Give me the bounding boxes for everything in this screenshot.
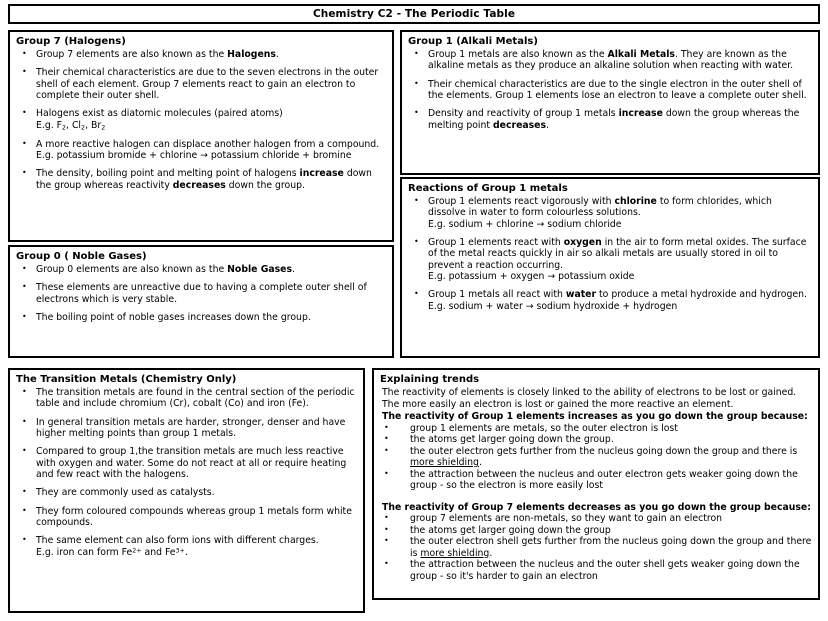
page-title: Chemistry C2 - The Periodic Table	[312, 8, 516, 20]
example-line: E.g. potassium + oxygen → potassium oxide	[428, 270, 635, 282]
transition-metals-bullet-list	[10, 387, 363, 558]
list-item: • Group 1 elements react vigorously with chlorine to form chlorides, which dissolve in water to form colourless solutions. E.g. sodium + chlorine → sodium chloride	[402, 196, 812, 230]
list-item: • the atoms get larger going down the group	[374, 525, 812, 537]
list-item: • Group 1 elements react with oxygen in the air to form metal oxides. The surface of the metal reacts quickly in air so alkali metals are usually stored in oil to prevent a reaction occurring. E.g. potassium + oxygen → potassium oxide	[402, 237, 812, 282]
group-1-trend-points	[374, 423, 818, 492]
group-1-trend-heading: The reactivity of Group 1 elements increases as you go down the group because:	[382, 411, 808, 423]
reactions-group-1-metals-box	[400, 177, 820, 358]
transition-metals-heading: The Transition Metals (Chemistry Only)	[16, 374, 237, 385]
list-item: • The density, boiling point and melting point of halogens increase down the group whereas reactivity decreases down the group.	[10, 168, 386, 191]
explaining-intro-line-1: The reactivity of elements is closely linked to the ability of electrons to be lost or gained.	[382, 387, 797, 398]
list-item: • These elements are unreactive due to having a complete outer shell of electrons which is very stable.	[10, 282, 386, 305]
list-item: • A more reactive halogen can displace another halogen from a compound. E.g. potassium bromide + chlorine → potassium chloride + bromine	[10, 139, 386, 162]
trend-spacer	[374, 492, 818, 501]
list-item: • the outer electron gets further from the nucleus going down the group and there is more shielding.	[374, 446, 812, 469]
list-item: • the outer electron shell gets further from the nucleus going down the group and there is more shielding.	[374, 536, 812, 559]
list-item: • group 1 elements are metals, so the outer electron is lost	[374, 423, 812, 435]
explaining-trends-heading: Explaining trends	[380, 374, 480, 385]
group-7-halogens-box	[8, 30, 394, 242]
group-1-heading: Group 1 (Alkali Metals)	[408, 36, 538, 47]
example-line: E.g. sodium + chlorine → sodium chloride	[428, 218, 622, 230]
group-7-bullet-list	[10, 49, 392, 191]
explaining-intro-line-2: The more easily an electron is lost or gained the more reactive an element.	[382, 398, 734, 410]
list-item: • Density and reactivity of group 1 metals increase down the group whereas the melting point decreases.	[402, 108, 812, 131]
example-line: E.g. potassium bromide + chlorine → potassium chloride + bromine	[36, 150, 352, 162]
example-line: E.g. $F_2$, $Cl_2$, $Br_2$	[36, 119, 106, 132]
example-line: E.g. iron can form $Fe^{2+}$ and $Fe^{3+}$.	[36, 546, 188, 558]
list-item: • Their chemical characteristics are due to the single electron in the outer shell of the elements. Group 1 elements lose an electron to leave a complete outer shell.	[402, 79, 812, 102]
list-item: • the attraction between the nucleus and the outer shell gets weaker going down the group - so it's harder to gain an electron	[374, 559, 812, 582]
list-item: • Group 1 metals are also known as the Alkali Metals. They are known as the alkaline metals as they produce an alkaline solution when reacting with water.	[402, 49, 812, 72]
list-item: • They are commonly used as catalysts.	[10, 487, 357, 498]
list-item: • Group 7 elements are also known as the Halogens.	[10, 49, 386, 60]
group-1-bullet-list	[402, 49, 818, 131]
list-item: • the attraction between the nucleus and outer electron gets weaker going down the group - so the electron is more easily lost	[374, 469, 812, 492]
reactions-bullet-list	[402, 196, 818, 312]
group-7-trend-points	[374, 513, 818, 582]
list-item: • The boiling point of noble gases increases down the group.	[10, 312, 386, 323]
explaining-trends-box	[372, 368, 820, 600]
transition-metals-box	[8, 368, 365, 613]
document-title-bar	[8, 4, 820, 24]
list-item: • Compared to group 1,the transition metals are much less reactive with oxygen and water. Some do not react at all or require heating and few react with the halogens.	[10, 446, 357, 480]
example-line: E.g. sodium + water → sodium hydroxide + hydrogen	[428, 300, 678, 312]
group-0-heading: Group 0 ( Noble Gases)	[16, 251, 147, 262]
list-item: • Group 0 elements are also known as the Noble Gases.	[10, 264, 386, 275]
list-item: • In general transition metals are harder, stronger, denser and have higher melting points than group 1 metals.	[10, 417, 357, 440]
list-item: • group 7 elements are non-metals, so they want to gain an electron	[374, 513, 812, 525]
list-item: • They form coloured compounds whereas group 1 metals form white compounds.	[10, 506, 357, 529]
group-7-heading: Group 7 (Halogens)	[16, 36, 126, 47]
group-1-alkali-metals-box	[400, 30, 820, 175]
list-item: • The transition metals are found in the central section of the periodic table and include chromium (Cr), cobalt (Co) and iron (Fe).	[10, 387, 357, 410]
list-item: • Their chemical characteristics are due to the seven electrons in the outer shell of each element. Group 7 elements react to gain an electron to complete their outer shell.	[10, 67, 386, 101]
reactions-heading: Reactions of Group 1 metals	[408, 183, 568, 194]
list-item: • the atoms get larger going down the group.	[374, 434, 812, 446]
group-0-bullet-list	[10, 264, 392, 323]
list-item: • The same element can also form ions with different charges. E.g. iron can form $Fe^{2+}$ and $Fe^{3+}$.	[10, 535, 357, 558]
list-item: • Group 1 metals all react with water to produce a metal hydroxide and hydrogen. E.g. sodium + water → sodium hydroxide + hydrogen	[402, 289, 812, 312]
group-0-noble-gases-box	[8, 245, 394, 358]
group-7-trend-heading: The reactivity of Group 7 elements decreases as you go down the group because:	[382, 501, 811, 513]
list-item: • Halogens exist as diatomic molecules (paired atoms) E.g. $F_2$, $Cl_2$, $Br_2$	[10, 108, 386, 131]
